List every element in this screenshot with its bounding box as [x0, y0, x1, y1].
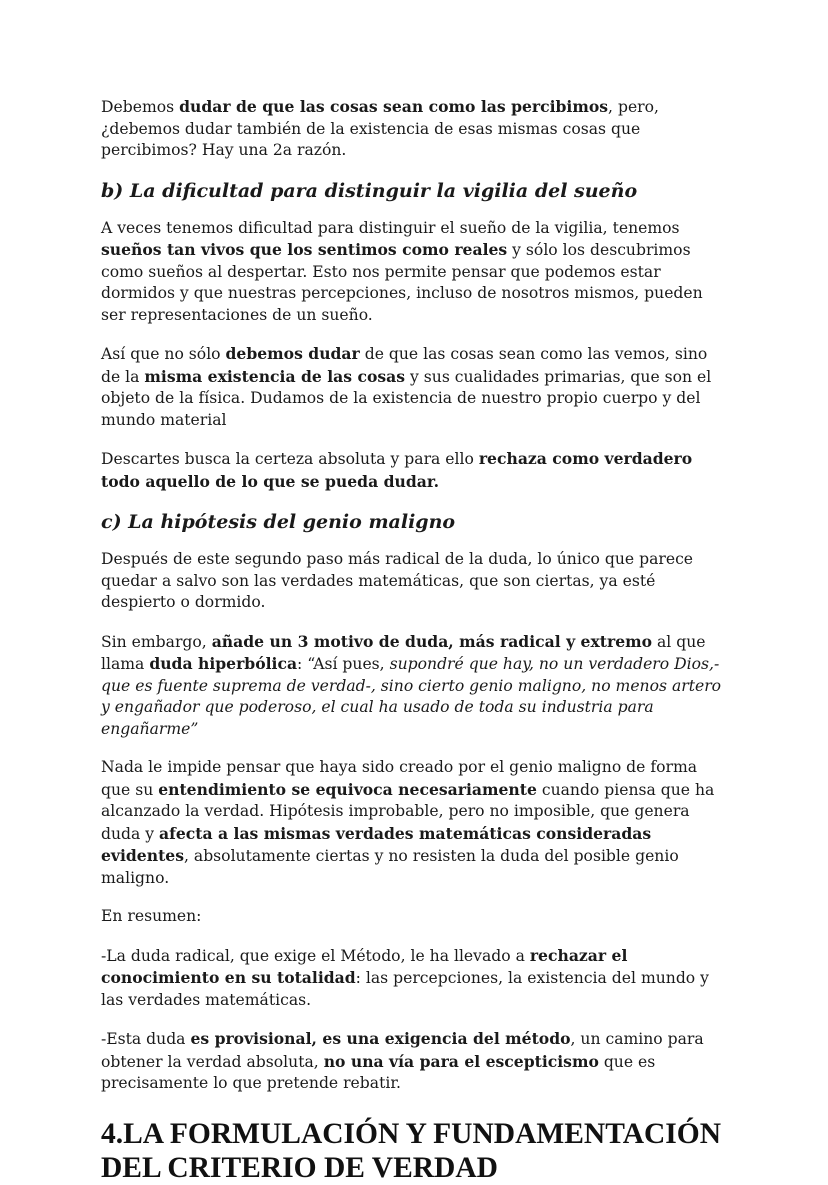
bold-text: es provisional, es una exigencia del método: [190, 1029, 571, 1048]
text: Debemos: [101, 98, 180, 116]
text: Nada le impide pensar que haya sido creado por el genio maligno de forma que su: [101, 758, 698, 799]
bold-text: añade un 3 motivo de duda, más radical y extremo: [211, 631, 653, 651]
text: Sin embargo,: [101, 632, 212, 651]
paragraph-dreams: [101, 218, 731, 327]
paragraph-summary-1: [101, 945, 731, 1012]
heading-evil-genius: c) La hipótesis del genio maligno: [101, 511, 456, 533]
paragraph-doubt-perception: [101, 96, 731, 162]
bold-text: entendimiento se equivoca necesariamente: [158, 779, 537, 799]
bold-text: duda hiperbólica: [149, 654, 298, 673]
text: y sólo los descubrimos como sueños al despertar. Esto nos permite pensar que podemos estar dormidos y que nuestras percepciones, incluso de nosotros mismos, pueden ser representaciones de un sueño.: [101, 241, 703, 324]
paragraph-summary-2: [101, 1028, 731, 1095]
bold-text: misma existencia de las cosas: [144, 366, 406, 386]
text: Así que no sólo: [101, 345, 226, 363]
text: -La duda radical, que exige el Método, le ha llevado a: [101, 946, 530, 965]
heading-dream-argument: b) La dificultad para distinguir la vigilia del sueño: [101, 179, 638, 202]
italic-quote: supondré que hay, no un verdadero Dios,- que es fuente suprema de verdad-, sino cierto genio maligno, no menos artero y engañador que poderoso, el cual ha usado de toda su industria para engañarme”: [101, 655, 722, 738]
paragraph-hyperbolic-doubt: [101, 631, 731, 741]
bold-text: dudar de que las cosas sean como las percibimos: [179, 97, 609, 116]
paragraph-summary-label: En resumen:: [101, 907, 202, 925]
text: -Esta duda: [101, 1030, 191, 1048]
text: que es precisamente lo que pretende rebatir.: [101, 1052, 656, 1092]
text: de que las cosas sean como las vemos, sino de la: [101, 345, 708, 386]
paragraph-math-truths: Después de este segundo paso más radical de la duda, lo único que parece quedar a salvo son las verdades matemáticas, que son ciertas, ya esté despierto o dormido.: [101, 550, 694, 611]
text: , un camino para obtener la verdad absoluta,: [101, 1030, 704, 1071]
bold-text: debemos dudar: [225, 344, 360, 363]
bold-text: sueños tan vivos que los sentimos como reales: [101, 240, 508, 259]
bold-text: rechaza como verdadero todo aquello de lo que se pueda dudar.: [101, 449, 693, 491]
text: cuando piensa que ha alcanzado la verdad. Hipótesis improbable, pero no imposible, que genera duda y: [101, 780, 715, 843]
text: , absolutamente ciertas y no resisten la duda del posible genio maligno.: [101, 847, 679, 887]
text: y sus cualidades primarias, que son el objeto de la física. Dudamos de la existencia de nuestro propio cuerpo y del mundo material: [101, 367, 712, 429]
text: al que llama: [101, 632, 706, 673]
text: : las percepciones, la existencia del mundo y las verdades matemáticas.: [101, 969, 709, 1009]
text: Descartes busca la certeza absoluta y para ello: [101, 450, 479, 468]
paragraph-understanding-error: [101, 757, 731, 889]
text: , pero, ¿debemos dudar también de la existencia de esas mismas cosas que percibimos? Hay una 2a razón.: [101, 98, 659, 159]
paragraph-certainty: [101, 448, 731, 493]
bold-text: no una vía para el escepticismo: [323, 1051, 599, 1071]
section-title: 4.LA FORMULACIÓN Y FUNDAMENTACIÓN DEL CRITERIO DE VERDAD: [101, 1117, 722, 1184]
text: A veces tenemos dificultad para distinguir el sueño de la vigilia, tenemos: [101, 218, 680, 237]
bold-text: afecta a las mismas verdades matemáticas consideradas evidentes: [101, 823, 652, 865]
document-page: [101, 96, 731, 1185]
paragraph-existence-doubt: [101, 343, 731, 431]
bold-text: rechazar el conocimiento en su totalidad: [101, 945, 628, 987]
text: : “Así pues,: [297, 655, 390, 673]
